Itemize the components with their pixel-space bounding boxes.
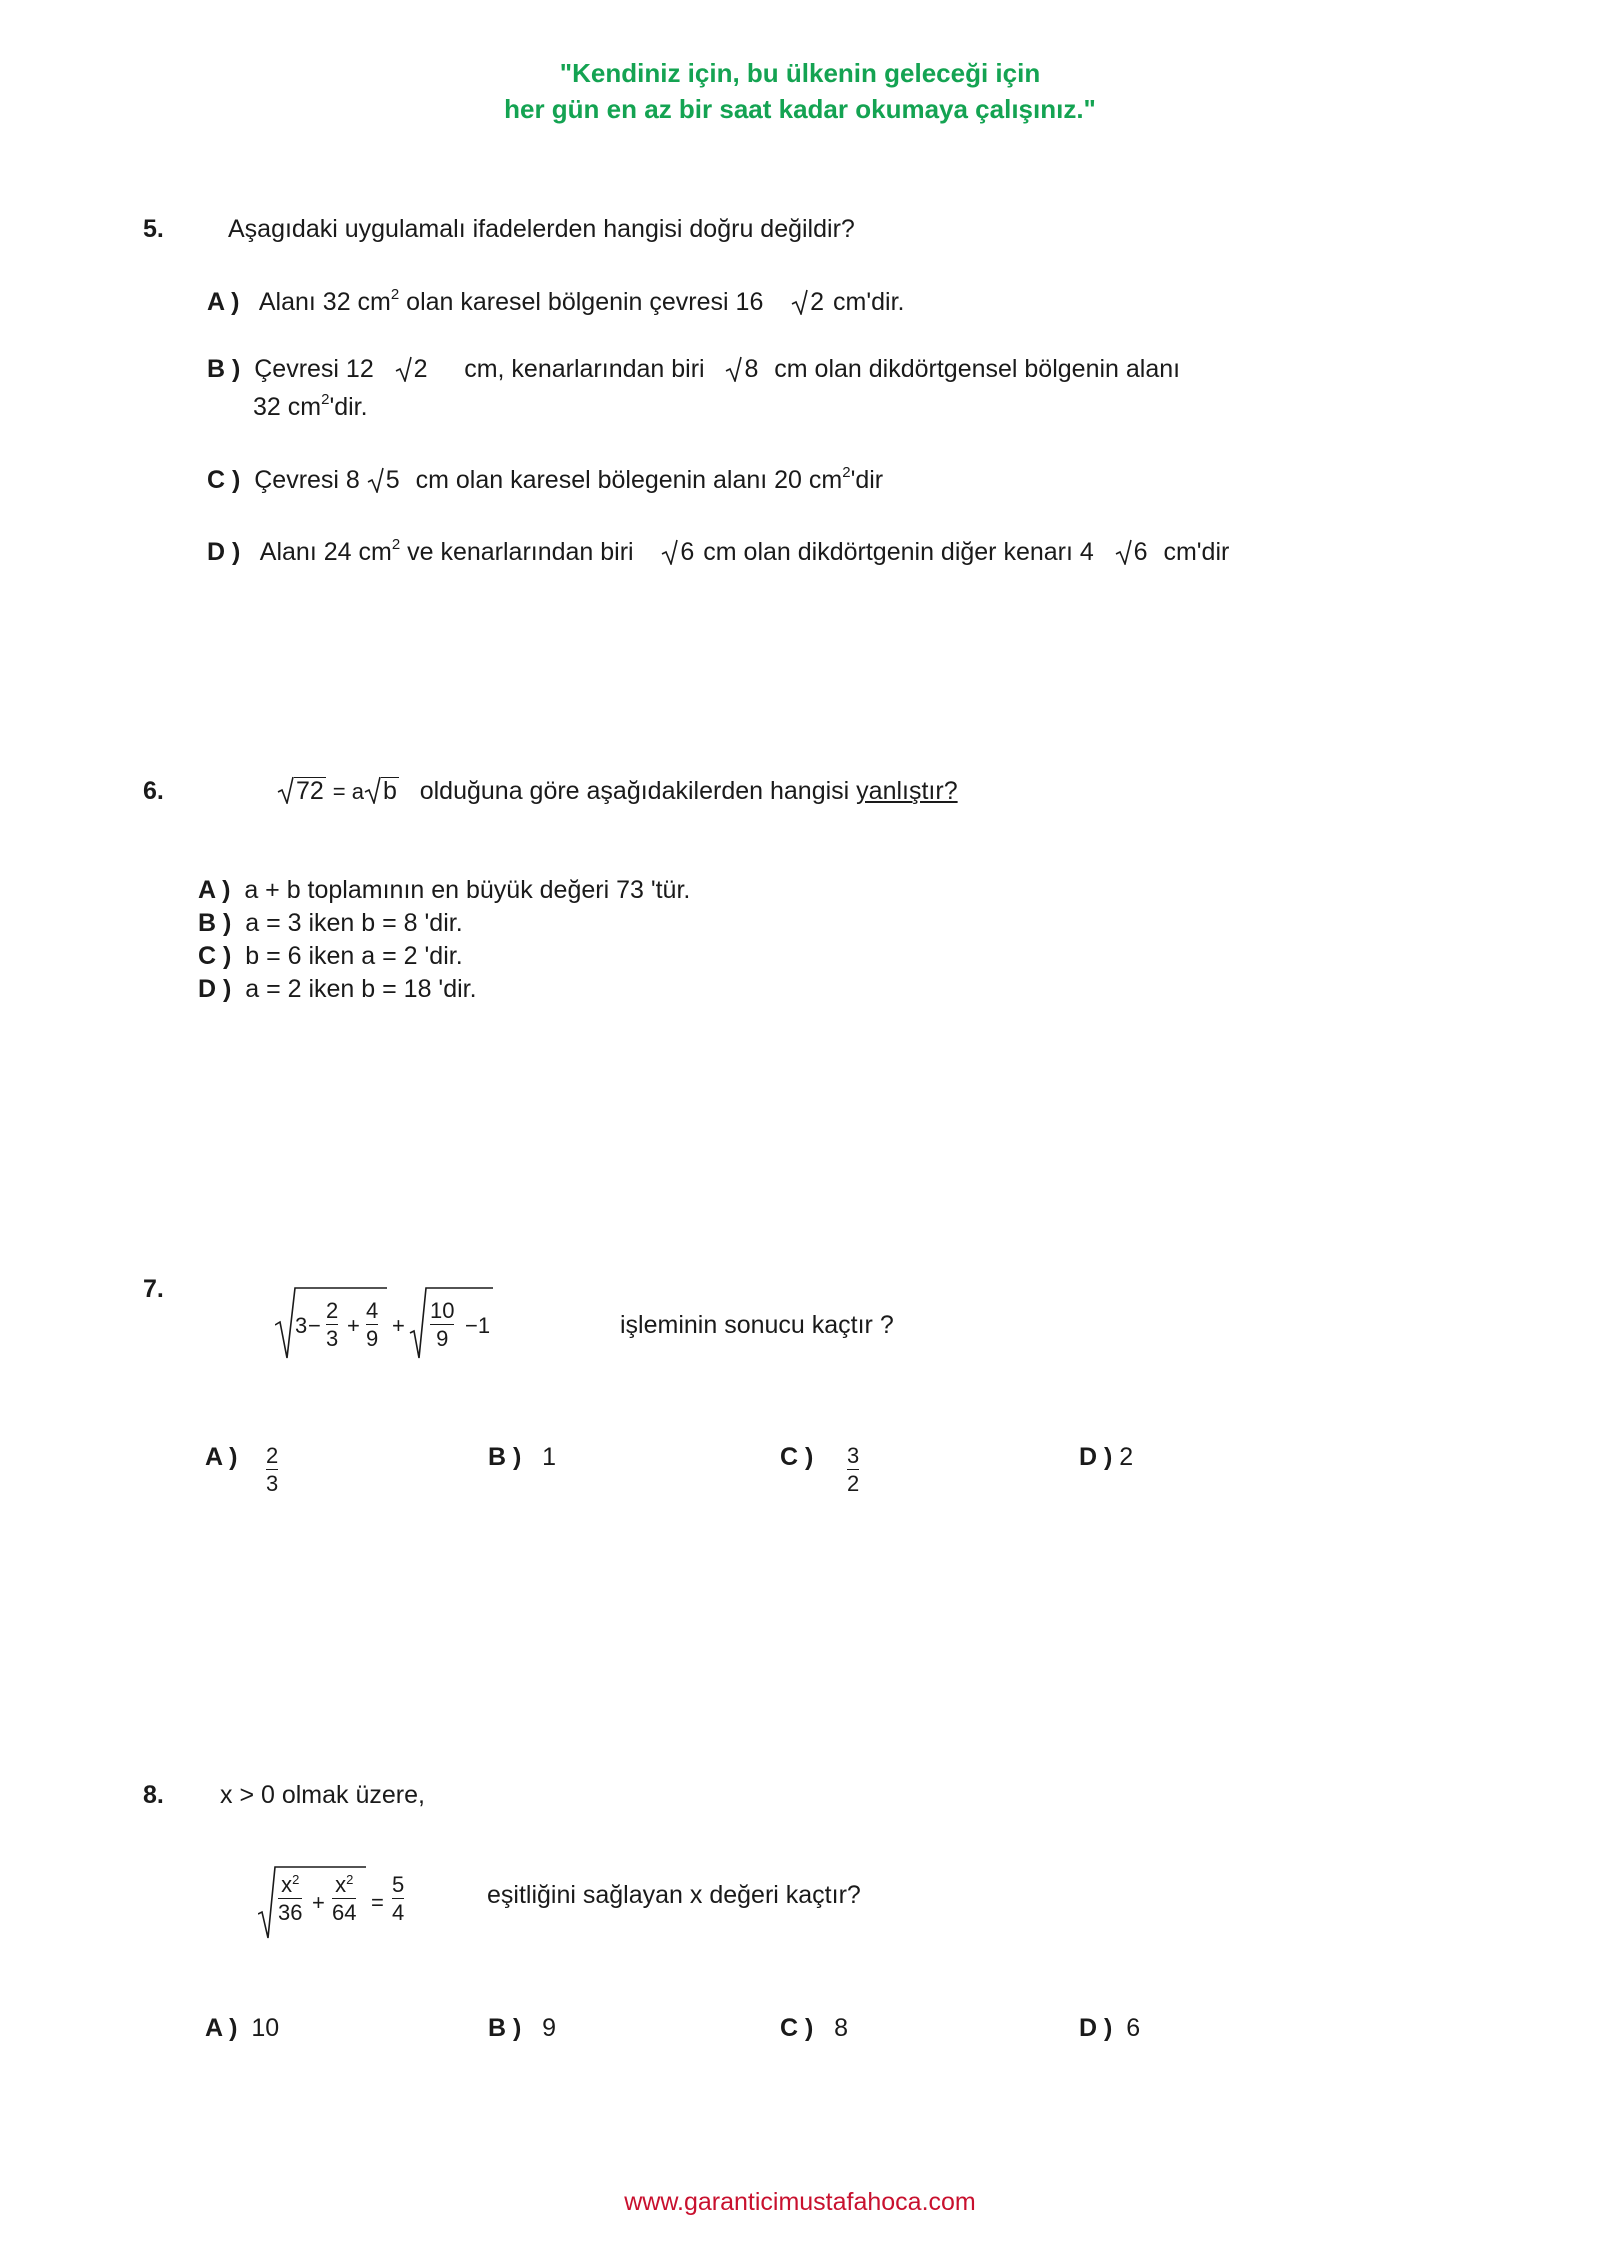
q6-option-d-text: a = 2 iken b = 18 'dir.: [245, 975, 477, 1003]
q7-option-b: [488, 1443, 556, 1472]
fraction-bar: [366, 1324, 378, 1325]
q6-option-d-label: D ): [198, 975, 232, 1003]
q5-option-d-label: D ): [207, 538, 241, 566]
footer-website-link[interactable]: www.garanticimustafahoca.com: [624, 2188, 976, 2216]
q5-option-a: [207, 288, 904, 317]
q7-term-three: 3: [295, 1313, 308, 1338]
sqrt-symbol: [1115, 539, 1150, 565]
fraction-bar: [392, 1898, 404, 1899]
q5-option-d: [207, 538, 1229, 567]
radicand: 8: [744, 355, 759, 383]
fraction-bar: [326, 1324, 338, 1325]
q7-option-a-fraction: [266, 1444, 278, 1495]
radicand: 6: [680, 538, 695, 566]
q7-operator-plus: +: [392, 1313, 405, 1338]
question-7-text: işleminin sonucu kaçtır ?: [620, 1311, 894, 1339]
sqrt-symbol: [395, 356, 430, 382]
q6-option-c: [198, 942, 463, 971]
denominator: 2: [847, 1471, 860, 1497]
sqrt-symbol: [364, 777, 399, 804]
fraction-bar: [430, 1324, 454, 1325]
numerator: [281, 1873, 299, 1896]
variable-x: x: [335, 1872, 347, 1897]
sqrt-symbol: [791, 289, 826, 315]
q5-option-a-text2: olan karesel bölgenin çevresi 16: [399, 288, 764, 316]
q7-expression: [275, 1285, 495, 1360]
q8-option-a-text: 10: [251, 2014, 280, 2042]
q5-option-b-text5: 'dir.: [329, 393, 368, 421]
q5-option-a-label: A ): [207, 288, 240, 316]
q7-option-b-text: 1: [542, 1443, 557, 1471]
q5-option-d-text4: cm'dir: [1163, 538, 1230, 566]
radicand: 72: [296, 777, 324, 805]
q8-operator-plus: +: [312, 1890, 325, 1915]
q5-option-d-text2: ve kenarlarından biri: [400, 538, 634, 566]
q6-option-c-label: C ): [198, 942, 232, 970]
q8-option-c-text: 8: [834, 2014, 849, 2042]
q6-option-b-label: B ): [198, 909, 232, 937]
numerator: 5: [392, 1872, 405, 1897]
radicand: b: [382, 777, 397, 805]
q7-option-c-label: C ): [780, 1443, 814, 1471]
q7-option-c-fraction: [847, 1444, 859, 1495]
q7-operator-minus: −: [308, 1313, 321, 1338]
denominator: 3: [266, 1471, 279, 1497]
numerator: 10: [430, 1298, 455, 1323]
sqrt-symbol: [725, 356, 760, 382]
q7-option-d-label: D ): [1079, 1443, 1113, 1471]
denominator: 64: [332, 1900, 357, 1926]
q5-option-b-text2: cm, kenarlarından biri: [464, 355, 705, 383]
q5-option-c-text1: Çevresi 8: [254, 466, 360, 494]
q5-option-d-text1: Alanı 24 cm: [259, 538, 392, 566]
q7-option-d-text: 2: [1119, 1443, 1134, 1471]
fraction-bar: [332, 1898, 356, 1899]
q7-fraction-3: [430, 1299, 454, 1350]
denominator: 9: [436, 1326, 449, 1352]
q6-option-a-label: A ): [198, 876, 231, 904]
sqrt-symbol: [277, 777, 326, 804]
q8-expression: [258, 1864, 418, 1940]
q6-option-b: [198, 909, 463, 938]
question-5-text: Aşagıdaki uygulamalı ifadelerden hangisi doğru değildir?: [228, 215, 855, 243]
question-8-number: 8.: [143, 1781, 164, 1809]
q8-option-b-text: 9: [542, 2014, 557, 2042]
question-5-number: 5.: [143, 215, 164, 243]
question-6-prompt: olduğuna göre aşağıdakilerden hangisi: [419, 777, 850, 805]
question-6-text: [277, 777, 958, 806]
numerator: 4: [366, 1298, 379, 1323]
q8-fraction-1: [278, 1873, 302, 1924]
q8-option-c-label: C ): [780, 2014, 814, 2042]
question-7-number: 7.: [143, 1275, 164, 1303]
question-6-underlined: yanlıştır?: [856, 777, 958, 805]
q8-fraction-rhs: [392, 1873, 404, 1924]
q8-option-c: [780, 2014, 848, 2043]
question-8-condition: x > 0 olmak üzere,: [220, 1781, 425, 1809]
radicand: 6: [1133, 538, 1148, 566]
numerator: [335, 1873, 353, 1896]
q5-option-c-text2: cm olan karesel bölegenin alanı 20 cm: [415, 466, 843, 494]
superscript: 2: [842, 464, 851, 481]
q5-option-b-text1: Çevresi 12: [254, 355, 374, 383]
q8-option-b: [488, 2014, 556, 2043]
q7-option-c: [780, 1443, 813, 1472]
equation-equals: = a: [332, 779, 364, 804]
sqrt-symbol: [661, 539, 696, 565]
fraction-bar: [266, 1469, 278, 1470]
q5-option-d-text3: cm olan dikdörtgenin diğer kenarı 4: [703, 538, 1094, 566]
q7-fraction-1: [326, 1299, 338, 1350]
radicand: 2: [810, 288, 825, 316]
q6-option-a: [198, 876, 690, 905]
denominator: 4: [392, 1900, 405, 1926]
q6-option-a-text: a + b toplamının en büyük değeri 73 'tür.: [244, 876, 691, 904]
denominator: 9: [366, 1326, 379, 1352]
radicand: 5: [385, 466, 400, 494]
header-quote-line1: "Kendiniz için, bu ülkenin geleceği için: [559, 58, 1041, 88]
sqrt-symbol: [367, 467, 402, 493]
q6-option-b-text: a = 3 iken b = 8 'dir.: [245, 909, 463, 937]
q7-option-a-label: A ): [205, 1443, 238, 1471]
q6-option-d: [198, 975, 477, 1004]
q8-option-d-label: D ): [1079, 2014, 1113, 2042]
q7-option-a: [205, 1443, 237, 1472]
fraction-bar: [278, 1898, 302, 1899]
q7-term-minus-one: −1: [465, 1313, 491, 1338]
question-6-number: 6.: [143, 777, 164, 805]
q5-option-b-text4: 32 cm: [253, 393, 322, 421]
q8-option-a: [205, 2014, 279, 2043]
q8-option-d: [1079, 2014, 1140, 2043]
superscript: 2: [391, 536, 401, 553]
superscript: 2: [390, 286, 400, 303]
question-8-text: eşitliğini sağlayan x değeri kaçtır?: [487, 1881, 861, 1909]
q8-equals: =: [371, 1890, 384, 1915]
superscript: 2: [292, 1872, 300, 1887]
fraction-bar: [847, 1469, 859, 1470]
denominator: 3: [326, 1326, 339, 1352]
numerator: 3: [847, 1443, 860, 1468]
q7-operator-plus: +: [347, 1313, 360, 1338]
numerator: 2: [326, 1298, 339, 1323]
numerator: 2: [266, 1443, 279, 1468]
q7-fraction-2: [366, 1299, 378, 1350]
denominator: 36: [278, 1900, 303, 1926]
superscript: 2: [321, 391, 330, 408]
q5-option-b-line2: [253, 393, 368, 422]
variable-x: x: [281, 1872, 293, 1897]
q8-option-d-text: 6: [1126, 2014, 1141, 2042]
q5-option-b-label: B ): [207, 355, 241, 383]
q5-option-a-text: Alanı 32 cm: [258, 288, 391, 316]
q5-option-a-text3: cm'dir.: [833, 288, 905, 316]
q8-fraction-2: [332, 1873, 356, 1924]
q5-option-c-text3: 'dir: [850, 466, 884, 494]
superscript: 2: [346, 1872, 354, 1887]
q8-option-a-label: A ): [205, 2014, 238, 2042]
header-quote-line2: her gün en az bir saat kadar okumaya çalışınız.": [504, 94, 1096, 124]
q7-option-b-label: B ): [488, 1443, 522, 1471]
q6-option-c-text: b = 6 iken a = 2 'dir.: [245, 942, 463, 970]
q5-option-b-text3: cm olan dikdörtgensel bölgenin alanı: [774, 355, 1181, 383]
q8-option-b-label: B ): [488, 2014, 522, 2042]
q5-option-c-label: C ): [207, 466, 241, 494]
q5-option-c: [207, 466, 883, 495]
q5-option-b: [207, 355, 1180, 384]
radicand: 2: [413, 355, 428, 383]
q7-option-d: [1079, 1443, 1133, 1472]
